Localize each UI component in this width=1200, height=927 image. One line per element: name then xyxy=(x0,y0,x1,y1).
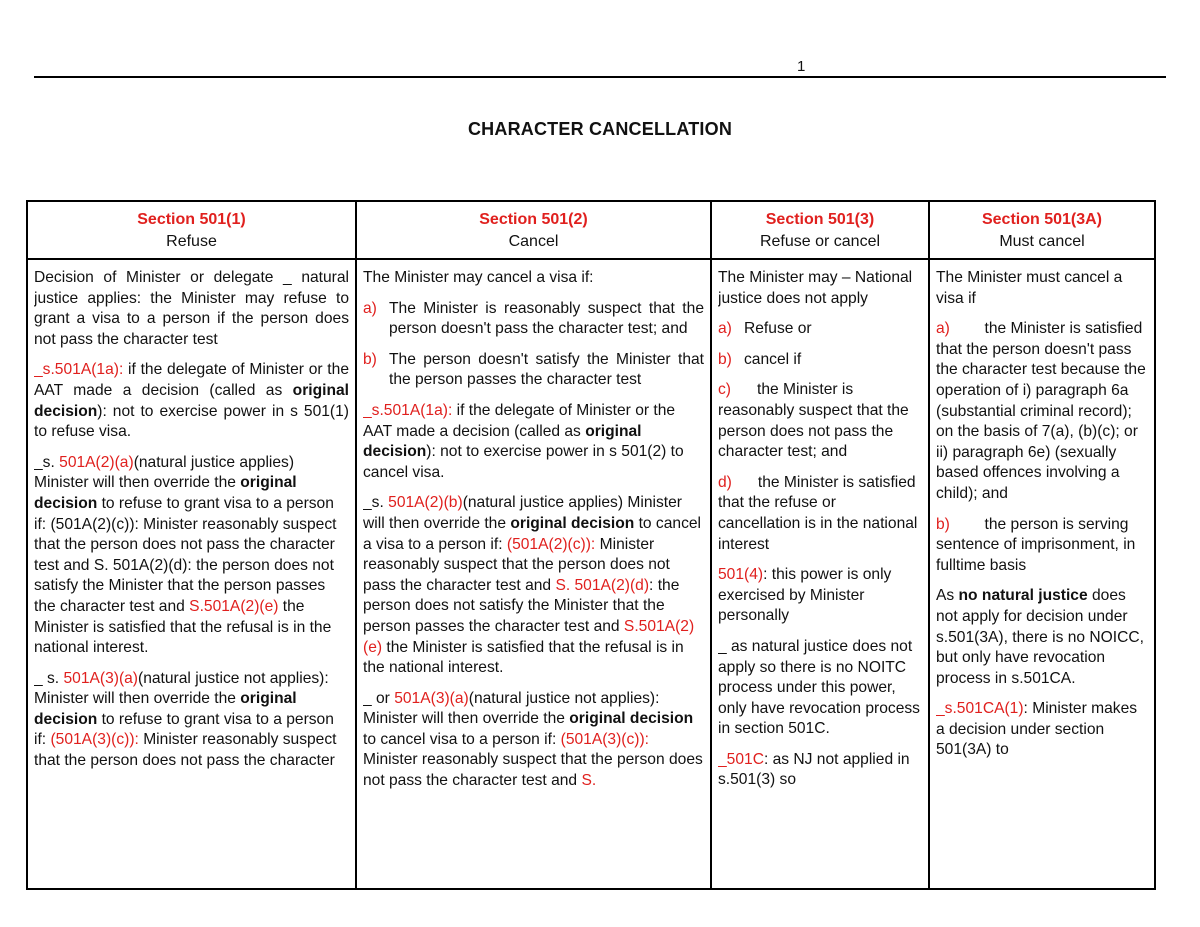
text-run: the Minister is satisfied that the refusal is in the national interest. xyxy=(363,638,684,677)
character-cancellation-table xyxy=(26,200,1156,890)
text-run: As xyxy=(936,587,959,605)
list-item xyxy=(936,319,1148,504)
list-marker: c) xyxy=(718,381,731,399)
text-run: _s. xyxy=(363,494,389,512)
text-run: does not apply for decision under s.501(3A), there is no NOICC, but only have revocation process in s.501CA. xyxy=(936,587,1144,687)
section-ref: _501C xyxy=(718,750,764,768)
section-ref: _s.501CA(1) xyxy=(936,700,1024,718)
section-ref: _s.501A(1a): xyxy=(34,361,124,379)
list-item xyxy=(718,380,922,462)
paragraph xyxy=(718,750,922,791)
paragraph: Decision of Minister or delegate _ natural justice applies: the Minister may refuse to grant a visa to a person if the person does not pass the character test xyxy=(34,269,349,348)
column-subheading: Refuse xyxy=(166,233,217,250)
bold-term: original decision xyxy=(34,690,297,728)
section-ref: _s.501A(1a): xyxy=(363,401,453,419)
bold-term: original decision xyxy=(34,474,297,512)
text-run: to refuse to grant visa to a person if: xyxy=(34,710,334,749)
paragraph xyxy=(34,453,349,659)
text-run: _s. xyxy=(34,453,60,471)
section-ref: (501A(2)(c)): xyxy=(506,535,596,553)
column-subheading: Cancel xyxy=(508,233,559,250)
cell-501-2 xyxy=(356,259,711,889)
text-run: : as NJ not applied in s.501(3) so xyxy=(718,750,910,789)
page-number: 1 xyxy=(797,58,806,75)
section-ref: S. xyxy=(581,772,597,790)
list-marker: b) xyxy=(718,350,732,368)
text-run: to cancel visa to a person if: xyxy=(363,730,561,748)
column-heading: Section 501(3A) xyxy=(981,211,1103,228)
column-subheading: Must cancel xyxy=(999,233,1085,250)
cell-501-3a xyxy=(929,259,1155,889)
bold-term: original decision xyxy=(510,514,635,532)
text-run: Minister reasonably suspect that the person does not pass the character test and xyxy=(363,751,703,790)
list-marker: b) xyxy=(363,350,377,368)
paragraph xyxy=(718,565,922,627)
text-run: : this power is only exercised by Minister personally xyxy=(718,566,892,625)
list-text: The person doesn't satisfy the Minister that the person passes the character test xyxy=(389,350,704,389)
text-run: to refuse to grant visa to a person if: (501A(2)(c)): Minister reasonably suspect that the person does not pass the character test and S. 501A(2)(d): the person does not satisfy the Minister that the person passes the character test and xyxy=(34,494,337,615)
page-title: CHARACTER CANCELLATION xyxy=(467,119,733,139)
paragraph xyxy=(936,699,1148,761)
text-run: to cancel a visa to a person if: xyxy=(363,514,702,553)
paragraph: The Minister must cancel a visa if xyxy=(936,269,1123,307)
table-body-row xyxy=(27,259,1155,889)
list-text: the Minister is reasonably suspect that the person does not pass the character test; and xyxy=(718,381,909,461)
section-ref: 501A(2)(a) xyxy=(59,453,134,471)
list-marker: d) xyxy=(718,473,732,491)
list-text: the Minister is satisfied that the refuse or cancellation is in the national interest xyxy=(718,473,918,553)
list-item xyxy=(718,473,922,555)
text-run: : Minister makes a decision under section 501(3A) to xyxy=(936,700,1138,759)
text-run: _ s. xyxy=(34,669,64,687)
column-heading: Section 501(1) xyxy=(137,211,246,228)
paragraph: The Minister may – National justice does not apply xyxy=(718,269,913,307)
text-run: (natural justice not applies): Minister will then override the xyxy=(363,689,660,728)
text-run: ): not to exercise power in s 501(2) to cancel visa. xyxy=(363,443,684,481)
paragraph: _ as natural justice does not apply so there is no NOITC process under this power, only have revocation process in section 501C. xyxy=(718,637,920,738)
list-text: cancel if xyxy=(744,350,802,368)
list-text: The Minister is reasonably suspect that the person doesn't pass the character test; and xyxy=(389,299,704,338)
text-run: Minister reasonably suspect that the person does not pass the character xyxy=(34,731,337,770)
paragraph xyxy=(34,669,349,772)
paragraph xyxy=(34,360,349,442)
section-ref: 501A(3)(a) xyxy=(63,669,139,687)
text-run: (natural justice applies) Minister will then override the xyxy=(363,494,682,532)
cell-501-3 xyxy=(711,259,929,889)
list-item xyxy=(718,319,922,340)
section-ref: S.501A(2)(e) xyxy=(363,617,695,656)
text-run: (natural justice not applies): Minister will then override the xyxy=(34,669,329,708)
paragraph: The Minister may cancel a visa if: xyxy=(363,269,594,286)
text-run: if the delegate of Minister or the AAT made a decision (called as xyxy=(363,401,676,440)
section-ref: (501A(3)(c)): xyxy=(50,731,139,749)
bold-term: original decision xyxy=(363,422,642,461)
section-ref: S.501A(2)(e) xyxy=(189,597,279,615)
section-ref: 501(4) xyxy=(718,566,764,584)
list-item xyxy=(718,350,922,371)
text-run: if the delegate of Minister or the AAT made a decision (called as xyxy=(34,361,349,399)
column-header-501-1 xyxy=(27,201,356,259)
text-run: _ or xyxy=(363,689,395,707)
section-ref: 501A(2)(b) xyxy=(388,494,463,512)
list-marker: a) xyxy=(936,320,950,338)
text-run: ): not to exercise power in s 501(1) to refuse visa. xyxy=(34,402,349,441)
list-marker: a) xyxy=(363,299,377,317)
list-item xyxy=(363,350,704,391)
section-ref: S. 501A(2)(d) xyxy=(555,576,650,594)
section-ref: (501A(3)(c)): xyxy=(560,730,650,748)
paragraph xyxy=(936,586,1148,689)
section-ref: 501A(3)(a) xyxy=(394,689,469,707)
paragraph xyxy=(363,689,704,792)
list-item xyxy=(936,515,1148,577)
paragraph xyxy=(363,493,704,678)
list-marker: b) xyxy=(936,515,950,533)
table-header-row xyxy=(27,201,1155,259)
bold-term: no natural justice xyxy=(958,587,1088,605)
list-marker: a) xyxy=(718,320,732,338)
paragraph xyxy=(363,401,704,483)
text-run: the Minister is satisfied that the refusal is in the national interest. xyxy=(34,597,332,657)
text-run: Minister reasonably suspect that the person does not pass the character test and xyxy=(363,535,670,594)
column-heading: Section 501(3) xyxy=(765,211,875,228)
list-text: the Minister is satisfied that the person doesn't pass the character test because the operation of i) paragraph 6a (substantial criminal record); on the basis of 7(a), (b)(c); or ii) paragraph 6e) (sexually based offences involving a child); and xyxy=(936,320,1146,502)
column-header-501-2 xyxy=(356,201,711,259)
list-item xyxy=(363,299,704,340)
list-text: the person is serving sentence of imprisonment, in fulltime basis xyxy=(936,515,1136,574)
column-header-501-3a xyxy=(929,201,1155,259)
list-text: Refuse or xyxy=(744,320,812,338)
header-rule xyxy=(34,76,1166,78)
bold-term: original decision xyxy=(34,381,349,420)
text-run: (natural justice applies) Minister will then override the xyxy=(34,453,295,492)
column-header-501-3 xyxy=(711,201,929,259)
column-subheading: Refuse or cancel xyxy=(759,233,881,250)
column-heading: Section 501(2) xyxy=(479,211,588,228)
text-run: : the person does not satisfy the Minister that the person passes the character test and xyxy=(363,576,680,635)
bold-term: original decision xyxy=(569,710,694,728)
cell-501-1 xyxy=(27,259,356,889)
